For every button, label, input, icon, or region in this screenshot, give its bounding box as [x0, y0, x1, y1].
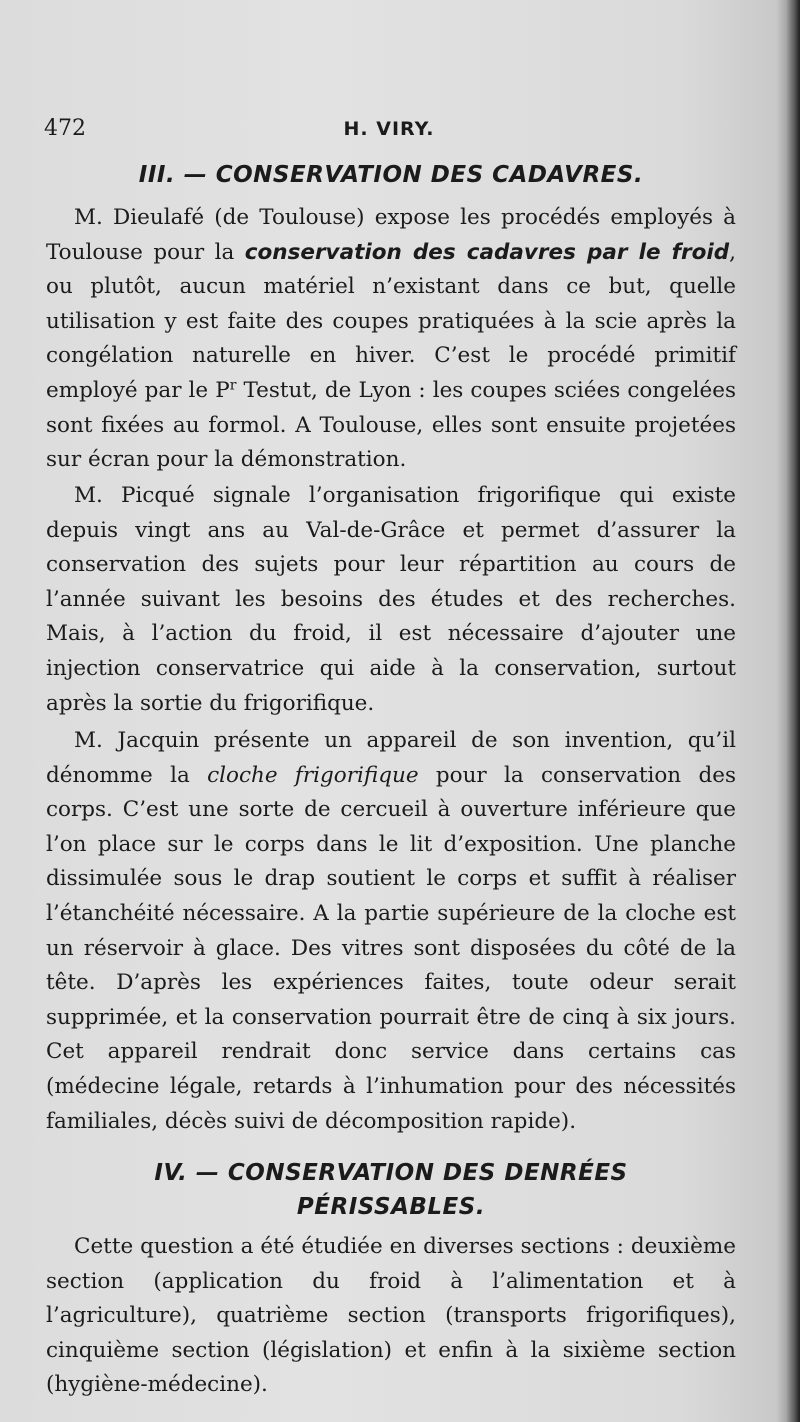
paragraph-text: pour la conservation des corps. C’est une sorte de cercueil à ouverture inférieure que l’on place sur le corps dans le lit d’exposition. Une planche dissimulée sous le drap soutient le corps et suffit à réaliser l’étanchéité nécessaire. A la partie supérieure de la cloche est un réservoir à glace. Des vitres sont disposées du côté de la tête. D’après les expériences faites, toute odeur serait supprimée, et la conservation pourrait être de cinq à six jours. Cet appareil rendrait donc service dans certains cas (médecine légale, retards à l’inhumation pour des nécessités familiales, décès suivi de décomposition rapide). — [46, 762, 736, 1134]
page-number: 472 — [44, 116, 86, 141]
paragraph-text: Testut, de Lyon : les coupes sciées congelées sont fixées au formol. A Toulouse, elles sont ensuite projetées sur écran pour la démonstration. — [46, 377, 736, 473]
italic-phrase: cloche frigorifique — [207, 762, 419, 788]
section-title-iv-line1: IV. — CONSERVATION DES DENRÉES — [154, 1160, 628, 1186]
section-title-iv-line2: PÉRISSABLES. — [296, 1194, 486, 1220]
paragraph-dieulafe — [46, 201, 736, 478]
paragraph-text: , ou plutôt, aucun matériel n’existant dans ce but, quelle utilisation y est faite des coupes pratiquées à la scie après la congélation naturelle en hiver. C’est le procédé primitif employé par le P — [46, 239, 736, 403]
paragraph-text: M. Dieulafé (de Toulouse) expose les procédés employés à Toulouse pour la — [46, 205, 736, 265]
page-header — [44, 116, 734, 146]
paragraph-denrees: Cette question a été étudiée en diverses sections : deuxième section (application du froid à l’alimentation et à l’agriculture), quatrième section (transports frigorifiques), cinquième section (législation) et enfin à la sixième section (hygiène-médecine). — [46, 1234, 736, 1398]
bold-phrase: conservation des cadavres par le froid — [244, 239, 730, 265]
paragraph-picque: M. Picqué signale l’organisation frigorifique qui existe depuis vingt ans au Val-de-Grâce et permet d’assurer la conservation des sujets pour leur répartition au cours de l’année suivant les besoins des études et des recherches. Mais, à l’action du froid, il est nécessaire d’ajouter une injection conservatrice qui aide à la conservation, surtout après la sortie du frigorifique. — [46, 483, 736, 716]
paragraph-text: M. Jacquin présente un appareil de son invention, qu’il dénomme la — [46, 728, 736, 788]
running-head: H. VIRY. — [343, 118, 435, 140]
section-title-iii: III. — CONSERVATION DES CADAVRES. — [138, 162, 644, 188]
page-edge-shadow — [786, 0, 800, 1422]
superscript: r — [229, 377, 237, 394]
paragraph-jacquin — [46, 724, 736, 1139]
